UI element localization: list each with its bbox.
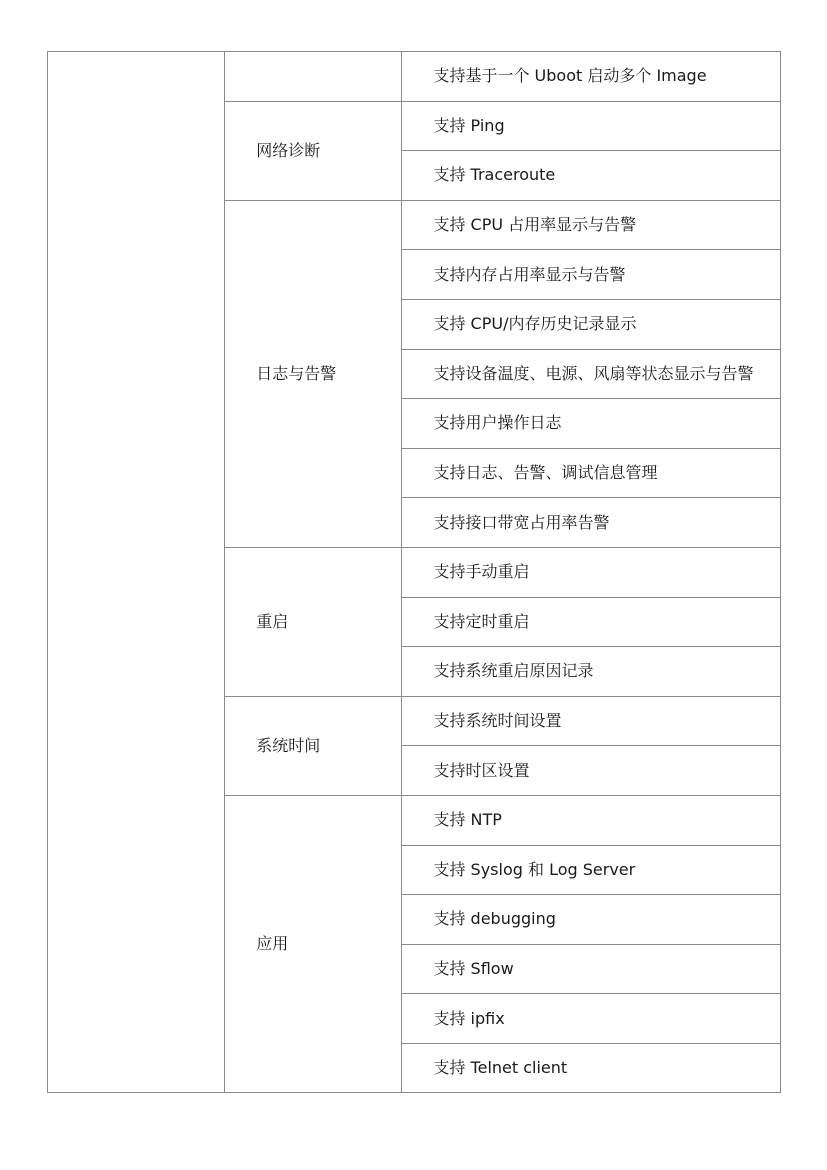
feature-cell: 支持手动重启: [402, 547, 781, 597]
category-cell: [225, 52, 402, 102]
spec-table-body: [48, 52, 781, 1093]
category-cell: 系统时间: [225, 696, 402, 795]
feature-cell: 支持系统重启原因记录: [402, 647, 781, 697]
feature-cell: 支持 CPU/内存历史记录显示: [402, 299, 781, 349]
feature-cell: 支持用户操作日志: [402, 399, 781, 449]
feature-cell: 支持 Traceroute: [402, 151, 781, 201]
spec-table: [47, 51, 781, 1093]
feature-cell: 支持时区设置: [402, 746, 781, 796]
feature-cell: 支持 Sflow: [402, 944, 781, 994]
feature-cell: 支持系统时间设置: [402, 696, 781, 746]
feature-cell: 支持 Telnet client: [402, 1043, 781, 1093]
feature-cell: 支持定时重启: [402, 597, 781, 647]
feature-cell: 支持 CPU 占用率显示与告警: [402, 200, 781, 250]
feature-cell: 支持日志、告警、调试信息管理: [402, 448, 781, 498]
category-cell: 重启: [225, 547, 402, 696]
feature-cell: 支持基于一个 Uboot 启动多个 Image: [402, 52, 781, 102]
feature-cell: 支持 Ping: [402, 101, 781, 151]
feature-cell: 支持 debugging: [402, 895, 781, 945]
category-cell: 应用: [225, 795, 402, 1093]
table-row: [48, 52, 781, 102]
feature-cell: 支持接口带宽占用率告警: [402, 498, 781, 548]
category-cell: 网络诊断: [225, 101, 402, 200]
feature-cell: 支持 NTP: [402, 795, 781, 845]
feature-cell: 支持内存占用率显示与告警: [402, 250, 781, 300]
feature-cell: 支持 ipfix: [402, 994, 781, 1044]
feature-cell: 支持设备温度、电源、风扇等状态显示与告警: [402, 349, 781, 399]
category-cell: 日志与告警: [225, 200, 402, 547]
section-cell: [48, 52, 225, 1093]
feature-cell: 支持 Syslog 和 Log Server: [402, 845, 781, 895]
